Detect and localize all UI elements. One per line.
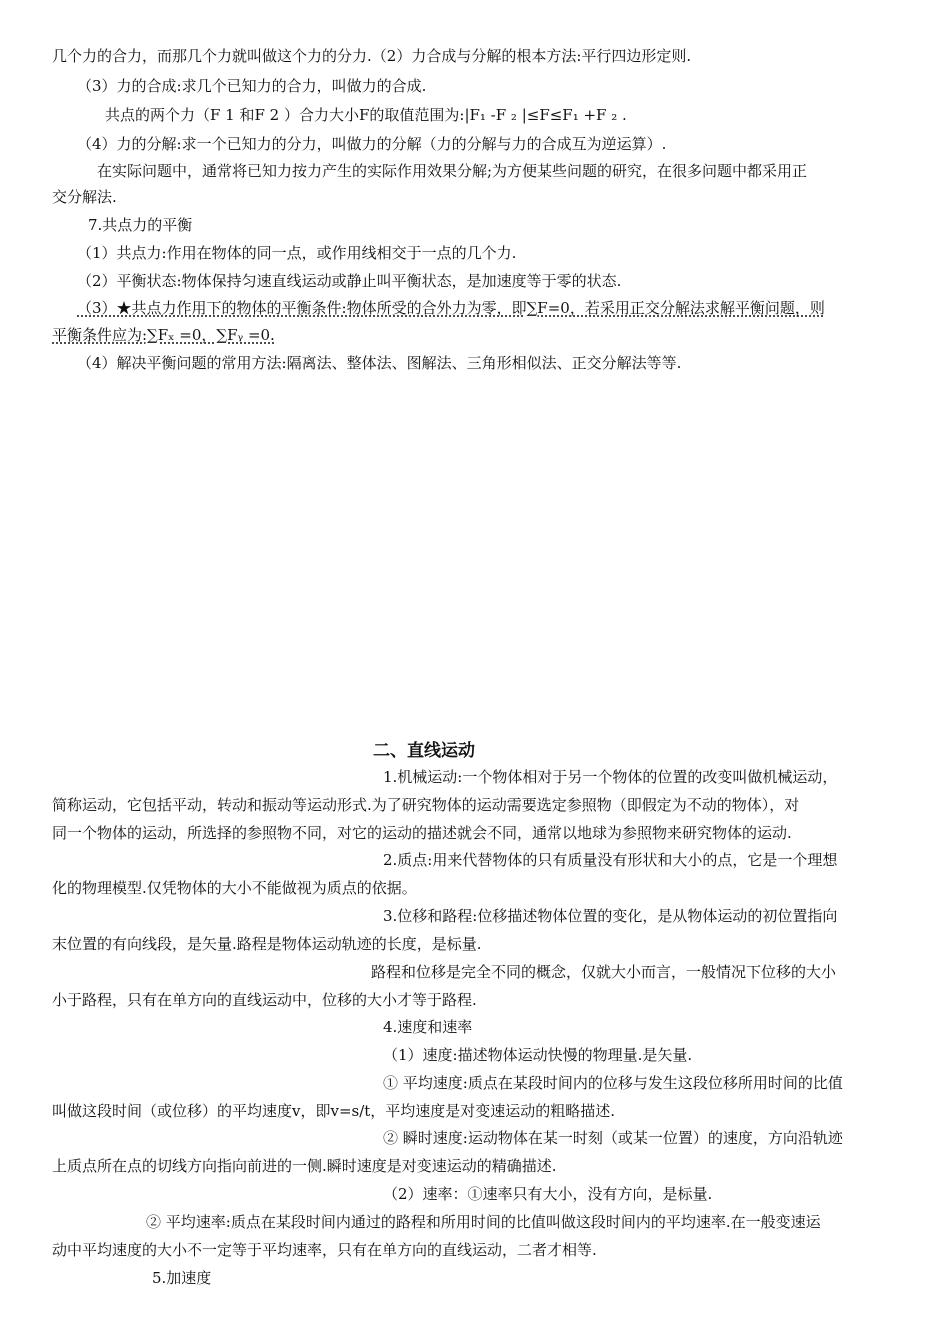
- text-line: 末位置的有向线段，是矢量.路程是物体运动轨迹的长度，是标量.: [52, 935, 482, 953]
- text-line: 路程和位移是完全不同的概念，仅就大小而言，一般情况下位移的大小: [371, 963, 837, 981]
- text-line: ② 平均速率:质点在某段时间内通过的路程和所用时间的比值叫做这段时间内的平均速率.在一般变速运: [146, 1213, 821, 1231]
- subheading: 7.共点力的平衡: [88, 216, 193, 234]
- text-line: 1.机械运动:一个物体相对于另一个物体的位置的改变叫做机械运动，: [383, 768, 838, 786]
- text-line: 上质点所在点的切线方向指向前进的一侧.瞬时速度是对变速运动的精确描述.: [52, 1157, 557, 1175]
- text-line: 2.质点:用来代替物体的只有质量没有形状和大小的点，它是一个理想: [383, 851, 838, 869]
- text-line: 小于路程，只有在单方向的直线运动中，位移的大小才等于路程.: [52, 991, 477, 1009]
- text-line: （2）速率：①速率只有大小，没有方向，是标量.: [383, 1185, 713, 1203]
- text-line: （4）力的分解:求一个已知力的分力，叫做力的分解（力的分解与力的合成互为逆运算）.: [77, 135, 667, 153]
- text-line: （2）平衡状态:物体保持匀速直线运动或静止叫平衡状态，是加速度等于零的状态.: [77, 272, 622, 290]
- text-line: 共点的两个力（F 1 和F 2 ）合力大小F的取值范围为:|F₁ -F ₂ |≤F≤F₁ +F ₂ .: [105, 106, 627, 124]
- text-line: 化的物理模型.仅凭物体的大小不能做视为质点的依据。: [52, 879, 417, 897]
- text-line: ② 瞬时速度:运动物体在某一时刻（或某一位置）的速度，方向沿轨迹: [383, 1129, 843, 1147]
- text-line: 交分解法.: [52, 188, 117, 206]
- text-line: （1）共点力:作用在物体的同一点，或作用线相交于一点的几个力.: [77, 244, 517, 262]
- text-line: 3.位移和路程:位移描述物体位置的变化，是从物体运动的初位置指向: [383, 907, 838, 925]
- subheading: 5.加速度: [152, 1269, 212, 1287]
- text-line: 简称运动，它包括平动，转动和振动等运动形式.为了研究物体的运动需要选定参照物（即假定为不动的物体），对: [52, 796, 800, 814]
- highlighted-text-line: （3）★共点力作用下的物体的平衡条件:物体所受的合外力为零，即∑F=0，若采用正交分解法求解平衡问题，则: [77, 299, 825, 317]
- text-line: 在实际问题中，通常将已知力按力产生的实际作用效果分解;为方便某些问题的研究，在很多问题中都采用正: [97, 162, 808, 180]
- text-line: 叫做这段时间（或位移）的平均速度v，即v=s/t，平均速度是对变速运动的粗略描述.: [52, 1102, 616, 1120]
- subheading: 4.速度和速率: [383, 1018, 473, 1036]
- text-line: ① 平均速度:质点在某段时间内的位移与发生这段位移所用时间的比值: [383, 1074, 843, 1092]
- text-line: （4）解决平衡问题的常用方法:隔离法、整体法、图解法、三角形相似法、正交分解法等等.: [77, 354, 682, 372]
- text-line: 动中平均速度的大小不一定等于平均速率，只有在单方向的直线运动，二者才相等.: [52, 1241, 597, 1259]
- section-title: 二、直线运动: [373, 741, 475, 761]
- text-line: 同一个物体的运动，所选择的参照物不同，对它的运动的描述就会不同，通常以地球为参照物来研究物体的运动.: [52, 824, 792, 842]
- text-line: 几个力的合力，而那几个力就叫做这个力的分力.（2）力合成与分解的根本方法:平行四边形定则.: [52, 47, 692, 65]
- highlighted-text-line: 平衡条件应为:∑Fₓ =0，∑Fᵧ =0.: [52, 326, 275, 344]
- text-line: （1）速度:描述物体运动快慢的物理量.是矢量.: [383, 1046, 693, 1064]
- text-line: （3）力的合成:求几个已知力的合力，叫做力的合成.: [77, 77, 427, 95]
